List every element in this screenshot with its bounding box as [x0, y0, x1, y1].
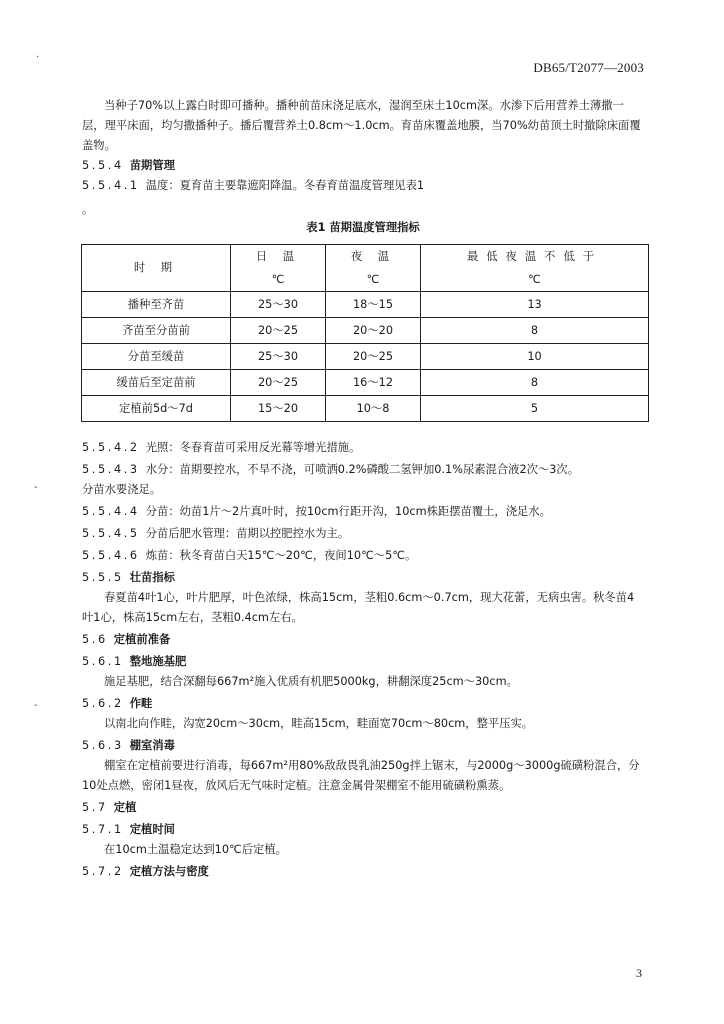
- cell-period: 播种至齐苗: [82, 292, 231, 318]
- header-min-night-temp: 最低夜温不低于: [421, 245, 649, 270]
- header-day-temp: 日 温: [231, 245, 326, 270]
- cell-min: 10: [421, 344, 649, 370]
- unit-day: ℃: [231, 269, 326, 292]
- section-number: 5.5.4.2: [82, 441, 140, 454]
- section-number: 5.5.5: [82, 571, 124, 584]
- table-caption: 表1 苗期温度管理指标: [306, 221, 420, 234]
- section-number: 5.5.4: [82, 159, 124, 172]
- section-number: 5.7.2: [82, 865, 124, 878]
- seedling-standard-paragraph: 春夏苗4叶1心，叶片肥厚，叶色浓绿，株高15cm，茎粗0.6cm～0.7cm，现大花蕾，无病虫害。秋冬苗4叶1心，株高15cm左右，茎粗0.4cm左右。: [82, 591, 635, 624]
- cell-period: 定植前5d～7d: [82, 396, 231, 422]
- section-text: 光照：冬春育苗可采用反光幕等增光措施。: [145, 441, 361, 454]
- section-number: 5.5.4.6: [82, 549, 140, 562]
- cell-period: 齐苗至分苗前: [82, 318, 231, 344]
- cell-night: 20～25: [326, 344, 421, 370]
- unit-night: ℃: [326, 269, 421, 292]
- section-title: 整地施基肥: [129, 655, 187, 668]
- section-text: 温度：夏育苗主要靠遮阳降温。冬春育苗温度管理见表1: [145, 179, 425, 192]
- planting-time-paragraph: 在10cm土温稳定达到10℃后定植。: [104, 843, 287, 856]
- temperature-table: [81, 244, 649, 422]
- section-number: 5.7.1: [82, 823, 124, 836]
- cell-min: 13: [421, 292, 649, 318]
- cell-period: 缓苗后至定苗前: [82, 370, 231, 396]
- cell-min: 8: [421, 370, 649, 396]
- section-title: 定植时间: [129, 823, 175, 836]
- section-text: 炼苗：秋冬育苗白天15℃～20℃，夜间10℃～5℃。: [145, 549, 417, 562]
- section-number: 5.6.3: [82, 739, 124, 752]
- section-text: 分苗后肥水管理：苗期以控肥控水为主。: [145, 527, 350, 540]
- section-5-5-4-3-continued: 分苗水要浇足。: [82, 483, 162, 496]
- section-5-7-heading: [82, 798, 644, 818]
- cell-day: 25～30: [231, 344, 326, 370]
- unit-min: ℃: [421, 269, 649, 292]
- section-number: 5.5.4.1: [82, 179, 140, 192]
- section-5-6-3-heading: [82, 736, 644, 756]
- scan-speck: -: [34, 482, 38, 493]
- section-5-5-4-heading: [82, 156, 644, 176]
- standard-code-header: DB65/T2077—2003: [533, 60, 644, 75]
- cell-min: 5: [421, 396, 649, 422]
- cell-min: 8: [421, 318, 649, 344]
- section-title: 作畦: [129, 697, 153, 710]
- cell-period: 分苗至缓苗: [82, 344, 231, 370]
- section-5-5-4-2: [82, 438, 644, 458]
- section-title: 定植: [113, 801, 137, 814]
- section-number: 5.6.1: [82, 655, 124, 668]
- cell-night: 18～15: [326, 292, 421, 318]
- section-number: 5.6: [82, 633, 108, 646]
- document-body: [82, 96, 644, 882]
- page-number: 3: [636, 966, 642, 980]
- section-text: 分苗：幼苗1片～2片真叶时，按10cm行距开沟，10cm株距摆苗覆土，浇足水。: [145, 505, 551, 518]
- section-number: 5.7: [82, 801, 108, 814]
- section-5-7-1-heading: [82, 820, 644, 840]
- table-row: [82, 396, 649, 422]
- section-5-5-4-3: [82, 460, 644, 480]
- stray-period: 。: [82, 203, 94, 216]
- cell-night: 16～12: [326, 370, 421, 396]
- cell-day: 20～25: [231, 370, 326, 396]
- section-title: 苗期管理: [129, 159, 175, 172]
- cell-day: 20～25: [231, 318, 326, 344]
- section-number: 5.5.4.3: [82, 463, 140, 476]
- section-title: 定植方法与密度: [129, 865, 209, 878]
- section-title: 壮苗指标: [129, 571, 175, 584]
- section-number: 5.5.4.5: [82, 527, 140, 540]
- cell-day: 15～20: [231, 396, 326, 422]
- section-number: 5.6.2: [82, 697, 124, 710]
- section-5-6-heading: [82, 630, 644, 650]
- intro-paragraph: 当种子70%以上露白时即可播种。播种前苗床浇足底水，湿润至床土10cm深。水渗下后用营养土薄撒一层，理平床面，均匀撒播种子。播后覆营养土0.8cm～1.0cm。育苗床覆盖地膜，当70%幼苗顶土时撤除床面覆盖物。: [82, 99, 641, 152]
- table-row: [82, 370, 649, 396]
- scan-speck: -: [34, 700, 38, 711]
- bed-making-paragraph: 以南北向作畦，沟宽20cm～30cm，畦高15cm，畦面宽70cm～80cm，整平压实。: [104, 717, 534, 730]
- section-5-6-2-heading: [82, 694, 644, 714]
- section-5-5-5-heading: [82, 568, 644, 588]
- section-5-7-2-heading: [82, 862, 644, 882]
- section-title: 棚室消毒: [129, 739, 175, 752]
- cell-day: 25～30: [231, 292, 326, 318]
- section-number: 5.5.4.4: [82, 505, 140, 518]
- section-5-5-4-5: [82, 524, 644, 544]
- greenhouse-disinfection-paragraph: 棚室在定植前要进行消毒，每667m²用80%敌敌畏乳油250g拌上锯末，与2000g～3000g硫磺粉混合，分10处点燃，密闭1昼夜，放风后无气味时定植。注意金属骨架棚室不能用硫磺粉熏蒸。: [82, 759, 640, 792]
- table-row: [82, 292, 649, 318]
- section-5-5-4-6: [82, 546, 644, 566]
- header-period: 时 期: [82, 245, 231, 292]
- section-title: 定植前准备: [113, 633, 171, 646]
- cell-night: 10～8: [326, 396, 421, 422]
- base-fertilizer-paragraph: 施足基肥，结合深翻每667m²施入优质有机肥5000kg，耕翻深度25cm～30cm。: [104, 675, 518, 688]
- cell-night: 20～20: [326, 318, 421, 344]
- section-text: 水分：苗期要控水，不旱不浇，可喷洒0.2%磷酸二氢钾加0.1%尿素混合液2次～3次。: [145, 463, 580, 476]
- scan-speck: ·: [36, 52, 40, 63]
- section-5-5-4-4: [82, 502, 644, 522]
- table-row: [82, 318, 649, 344]
- section-5-5-4-1: [82, 176, 644, 196]
- section-5-6-1-heading: [82, 652, 644, 672]
- header-night-temp: 夜 温: [326, 245, 421, 270]
- table-row: [82, 344, 649, 370]
